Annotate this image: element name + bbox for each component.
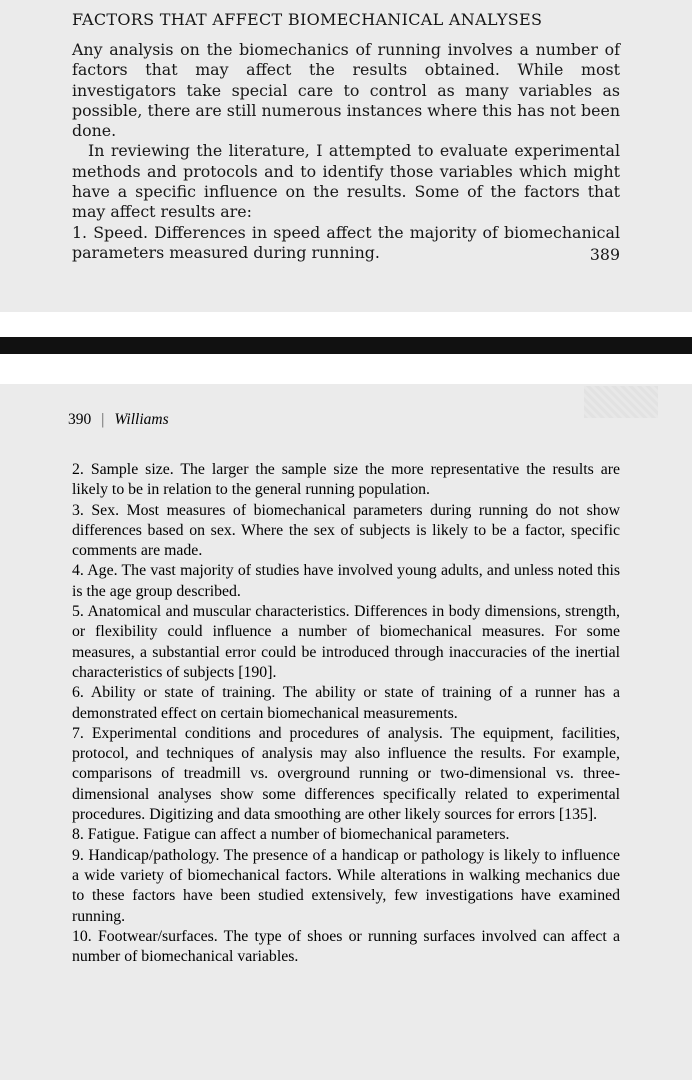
intro-paragraph: Any analysis on the biomechanics of running involves a number of factors that may affect the results obtained. While most investigators take special care to control as many variables as possible, there are still numerous instances where this has not been done. (72, 40, 620, 141)
page-number-390: 390 (68, 411, 92, 428)
review-paragraph: In reviewing the literature, I attempted to evaluate experimental methods and protocols and to identify those variables which might have a specific influence on the results. Some of the factors that may affect results are: (72, 141, 620, 222)
page-divider (0, 337, 692, 354)
list-item-age: 4. Age. The vast majority of studies have involved young adults, and unless noted this is the age group described. (72, 562, 620, 600)
section-heading: FACTORS THAT AFFECT BIOMECHANICAL ANALYSES (72, 10, 543, 29)
running-head (68, 411, 169, 429)
scan-artifact (584, 386, 658, 418)
list-item-speed: 1. Speed. Differences in speed affect the majority of biomechanical parameters measured during running. (72, 222, 620, 262)
list-item-experimental: 7. Experimental conditions and procedures of analysis. The equipment, facilities, protocol, and techniques of analysis may also influence the results. For example, comparisons of treadmill vs. overground running or two-dimensional vs. three-dimensional analyses show some differences specifically related to experimental procedures. Digitizing and data smoothing are other likely sources for errors [135]. (72, 724, 620, 824)
top-text-block (72, 40, 620, 263)
list-item-anatomical: 5. Anatomical and muscular characteristics. Differences in body dimensions, strength, or flexibility could influence a number of biomechanical measures. For some measures, a substantial error could be introduced through inaccuracies of the inertial characteristics of subjects [190]. (72, 603, 620, 681)
list-item-training: 6. Ability or state of training. The ability or state of training of a runner has a demonstrated effect on certain biomechanical measurements. (72, 684, 620, 722)
list-item-sex: 3. Sex. Most measures of biomechanical parameters during running do not show differences based on sex. Where the sex of subjects is likely to be a factor, specific comments are made. (72, 501, 620, 560)
list-item-footwear: 10. Footwear/surfaces. The type of shoes or running surfaces involved can affect a number of biomechanical variables. (72, 927, 620, 966)
page-number-389: 389 (589, 245, 620, 264)
list-item-fatigue: 8. Fatigue. Fatigue can affect a number of biomechanical parameters. (72, 826, 510, 844)
bottom-text-block (72, 460, 620, 967)
running-head-separator: | (101, 411, 105, 428)
list-item-sample-size: 2. Sample size. The larger the sample size the more representative the results are likely to be in relation to the general running population. (72, 461, 620, 499)
list-item-handicap: 9. Handicap/pathology. The presence of a handicap or pathology is likely to influence a wide variety of biomechanical factors. While alterations in walking mechanics due to these factors have been studied extensively, few investigations have examined running. (72, 846, 620, 925)
top-page (0, 0, 692, 312)
running-head-author: Williams (114, 411, 169, 428)
